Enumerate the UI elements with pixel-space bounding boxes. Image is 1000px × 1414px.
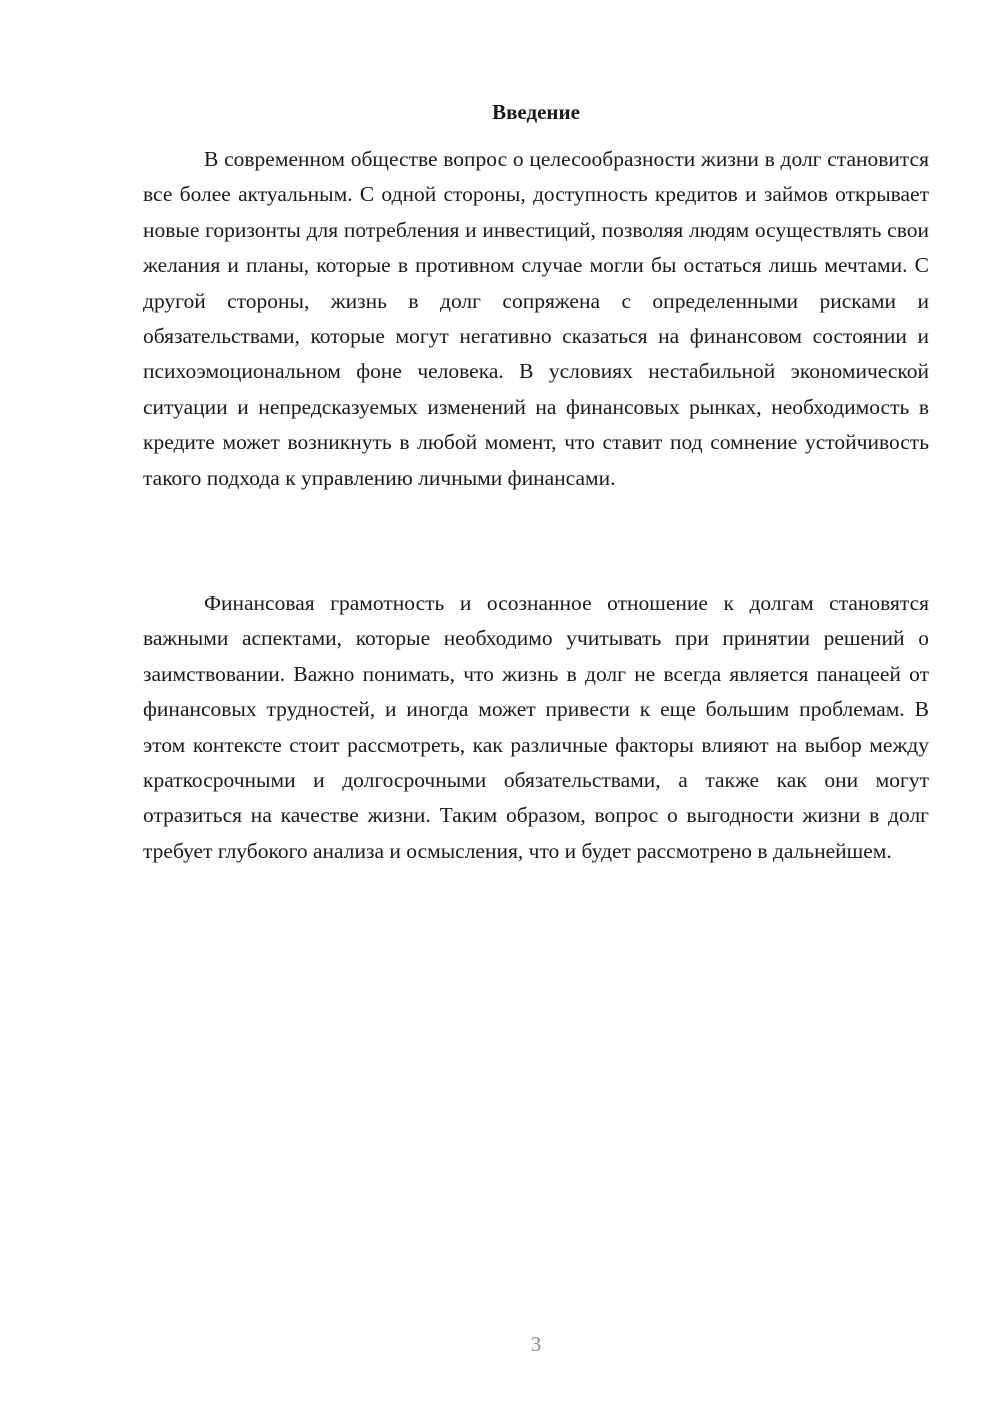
section-heading: Введение (492, 100, 580, 124)
paragraph-1: В современном обществе вопрос о целесообразности жизни в долг становится все более актуальным. С одной стороны, доступность кредитов и займов открывает новые горизонты для потребления и инвестиций, позволяя людям осуществлять свои желания и планы, которые в противном случае могли бы остаться лишь мечтами. С другой стороны, жизнь в долг сопряжена с определенными рисками и обязательствами, которые могут негативно сказаться на финансовом состоянии и психоэмоциональном фоне человека. В условиях нестабильной экономической ситуации и непредсказуемых изменений на финансовых рынках, необходимость в кредите может возникнуть в любой момент, что ставит под сомнение устойчивость такого подхода к управлению личными финансами. (143, 147, 929, 490)
paragraph-2: Финансовая грамотность и осознанное отношение к долгам становятся важными аспектами, которые необходимо учитывать при принятии решений о заимствовании. Важно понимать, что жизнь в долг не всегда является панацеей от финансовых трудностей, и иногда может привести к еще большим проблемам. В этом контексте стоит рассмотреть, как различные факторы влияют на выбор между краткосрочными и долгосрочными обязательствами, а также как они могут отразиться на качестве жизни. Таким образом, вопрос о выгодности жизни в долг требует глубокого анализа и осмысления, что и будет рассмотрено в дальнейшем. (143, 591, 929, 863)
page-number: 3 (530, 1332, 542, 1356)
